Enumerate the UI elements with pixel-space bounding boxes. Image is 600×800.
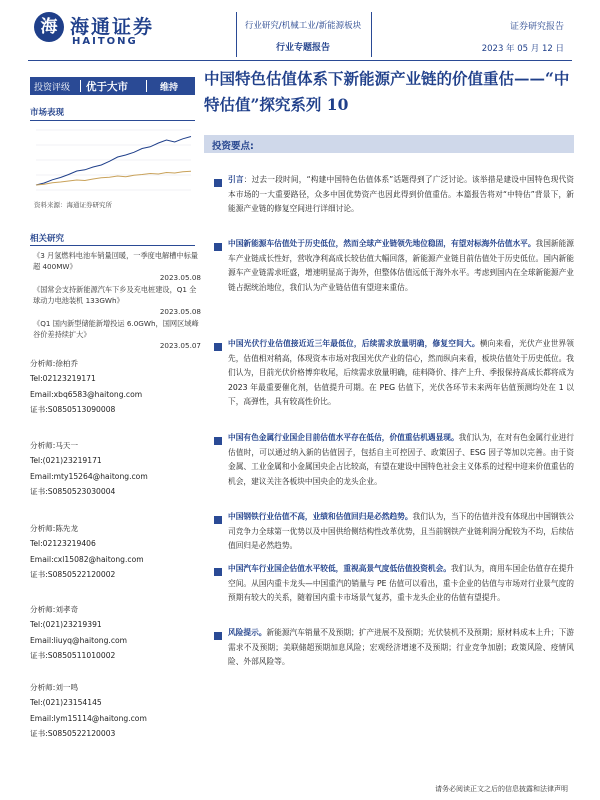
key-point-paragraph [228, 562, 574, 606]
key-point-body: ：过去一段时间，“构建中国特色估值体系”话题得到了广泛讨论。该举措是建设中国特色现代资本市场的一大重要路径，众多中国优势资产也因此得到价值重估。本篇报告将对“中特估”背景下，新能源产业链的修复空间进行详细讨论。 [228, 175, 574, 214]
key-point-paragraph [228, 237, 574, 295]
company-logo-icon: 海 [34, 12, 64, 42]
analyst-email[interactable]: Email:xbq6583@haitong.com [30, 389, 143, 399]
bullet-icon [214, 516, 222, 524]
analyst-email[interactable]: Email:mty15264@haitong.com [30, 471, 148, 481]
key-point-lead: 中国光伏行业估值接近近三年最低位，后续需求放量明确，修复空间大。 [228, 339, 480, 348]
key-point-body: 新能源汽车销量不及预期；扩产进展不及预期；光伏装机不及预期；原材料成本上升；下游需求不及预期；美联储超预期加息风险；宏观经济增速不及预期；行业竞争加剧；政策风险、疫情风险、外部风险等。 [228, 628, 574, 667]
header-divider [28, 60, 572, 61]
related-item-title: 《3 月氢燃料电池车销量回暖，一季度电解槽中标量超 400MW》 [33, 251, 198, 271]
key-point-paragraph [228, 431, 574, 489]
analyst-tel: Tel:02123219171 [30, 374, 96, 384]
rating-bar [30, 77, 195, 95]
key-point-lead: 风险提示。 [228, 628, 267, 637]
analyst-name: 分析师:刘一鸣 [30, 683, 79, 692]
rating-separator [146, 80, 147, 92]
key-point-paragraph [228, 510, 574, 554]
bullet-icon [214, 179, 222, 187]
key-point-lead: 中国汽车行业国企估值水平较低，重视高景气度低估值投资机会。 [228, 564, 451, 573]
related-item-title: 《国常会支持新能源汽车下乡及充电桩建设，Q1 全球动力电池装机 133GWh》 [33, 285, 197, 305]
bullet-icon [214, 437, 222, 445]
analyst-email[interactable]: Email:lym15114@haitong.com [30, 713, 147, 723]
market-performance-label: 市场表现 [30, 108, 65, 118]
market-divider [30, 120, 195, 121]
analyst-name: 分析师:刘孝奇 [30, 605, 79, 614]
key-point-body: 我们认为，当下的估值并没有体现出中国钢铁公司竞争力全球第一优势以及中国供给侧结构性改革优势，且当前钢铁产业链利润分配较为不均，后续估值回归是必然趋势。 [228, 512, 574, 551]
key-point-body: 我们认为，商用车国企估值存在提升空间。从国内重卡龙头—中国重汽的销量与 PE 估值可以看出，重卡企业的估值与市场对行业景气度的预期有较大的关系，随着国内重卡市场景气复苏，重卡龙头企业的估值有望提升。 [228, 564, 574, 603]
related-item[interactable] [33, 284, 201, 317]
related-item[interactable] [33, 318, 201, 351]
key-point-body: 我国新能源车产业链成长性好，营收净利高成长较估值大幅回落，新能源产业链目前估值处于历史低位。国内新能源车产业链需求旺盛，增速明显高于海外，但整体估值远低于海外水平。考虑到国内在全球新能源产业链占据统治地位，我们认为产业链估值有望迎来重估。 [228, 239, 574, 292]
rating-label: 投资评级 [34, 83, 71, 93]
related-item-date: 2023.05.07 [159, 341, 201, 350]
chart-source: 资料来源：海通证券研究所 [34, 201, 112, 209]
key-point-lead: 中国新能源车估值处于历史低位，然而全球产业链领先地位稳固，有望对标海外估值水平。 [228, 239, 536, 248]
analyst-name: 分析师:徐柏乔 [30, 359, 79, 368]
analyst-tel: Tel:(021)23219391 [30, 620, 102, 630]
market-performance-chart [30, 126, 195, 196]
report-date: 2023 年 05 月 12 日 [481, 44, 564, 54]
analyst-tel: Tel:02123219406 [30, 539, 96, 549]
key-point-paragraph [228, 337, 574, 410]
rating-value: 优于大市 [86, 81, 128, 93]
analyst-block [30, 680, 195, 741]
bullet-icon [214, 568, 222, 576]
analyst-cert: 证书:S0850511010002 [30, 650, 116, 660]
analyst-name: 分析师:陈先龙 [30, 524, 79, 533]
analyst-email[interactable]: Email:cxl15082@haitong.com [30, 554, 144, 564]
analyst-tel: Tel:(021)23154145 [30, 698, 102, 708]
bullet-icon [214, 243, 222, 251]
analyst-email[interactable]: Email:liuyq@haitong.com [30, 635, 128, 645]
company-name-en: HAITONG [72, 36, 138, 47]
analyst-block [30, 521, 195, 582]
key-point-paragraph [228, 626, 574, 670]
analyst-tel: Tel:(021)23219171 [30, 456, 102, 466]
related-item-title: 《Q1 国内新型储能新增投运 6.0GWh，国网区域峰谷价差持续扩大》 [33, 319, 199, 339]
analyst-block [30, 438, 195, 499]
key-point-lead: 引言 [228, 175, 244, 184]
bullet-icon [214, 632, 222, 640]
chart-series-line-0 [36, 137, 191, 186]
report-category: 行业研究/机械工业/新能源板块 [244, 21, 362, 31]
bullet-icon [214, 343, 222, 351]
related-item-date: 2023.05.08 [159, 307, 201, 316]
related-item-date: 2023.05.08 [159, 273, 201, 282]
legal-footer: 请务必阅读正文之后的信息披露和法律声明 [435, 785, 568, 793]
analyst-cert: 证书:S0850523030004 [30, 486, 116, 496]
key-point-lead: 中国钢铁行业估值不高，业绩和估值回归是必然趋势。 [228, 512, 413, 521]
rating-action: 维持 [160, 83, 179, 93]
company-name-cn: 海通证券 [70, 16, 155, 38]
key-point-body: 我们认为，在对有色金属行业进行估值时，可以通过纳入新的估值因子，包括自主可控因子、政策因子、ESG 因子等加以完善。由于资金属、工业金属和小金属国央企占比较高，有望在建设中国特色社会主义体系的过程中迎来价值重估的机会，建议关注各板块中国央企的龙头企业。 [228, 433, 574, 486]
report-type: 行业专题报告 [275, 43, 330, 53]
report-label: 证券研究报告 [509, 22, 564, 32]
related-research-label: 相关研究 [30, 234, 65, 244]
analyst-block [30, 356, 195, 417]
report-title: 中国特色估值体系下新能源产业链的价值重估——“中特估值”探究系列 10 [204, 69, 570, 114]
analyst-cert: 证书:S0850513090008 [30, 404, 116, 414]
analyst-cert: 证书:S0850522120003 [30, 728, 116, 738]
analyst-name: 分析师:马天一 [30, 441, 79, 450]
key-points-label: 投资要点: [212, 141, 254, 152]
analyst-cert: 证书:S0850522120002 [30, 569, 116, 579]
key-point-lead: 中国有色金属行业国企目前估值水平存在低估，价值重估机遇显现。 [228, 433, 459, 442]
related-item[interactable] [33, 250, 201, 283]
rating-separator [80, 80, 81, 92]
related-divider [30, 245, 195, 246]
key-point-paragraph [228, 173, 574, 217]
analyst-block [30, 602, 195, 663]
key-point-body: 横向来看，光伏产业世界领先，估值相对稍高，体现资本市场对我国光伏产业的信心，然而纵向来看，板块估值处于历史低位。我们认为，目前光伏价格博弈收尾，后续需求放量明确，硅料降价、排产上升、季报保持高成长都将成为 2023 年最重要催化剂，估值提升可期。在 PEG 估值下，光伏各环节未来两年估值预测均处在 1 以下，高弹性，具有较高性价比。 [228, 339, 574, 407]
key-points-header-bar [204, 135, 574, 153]
